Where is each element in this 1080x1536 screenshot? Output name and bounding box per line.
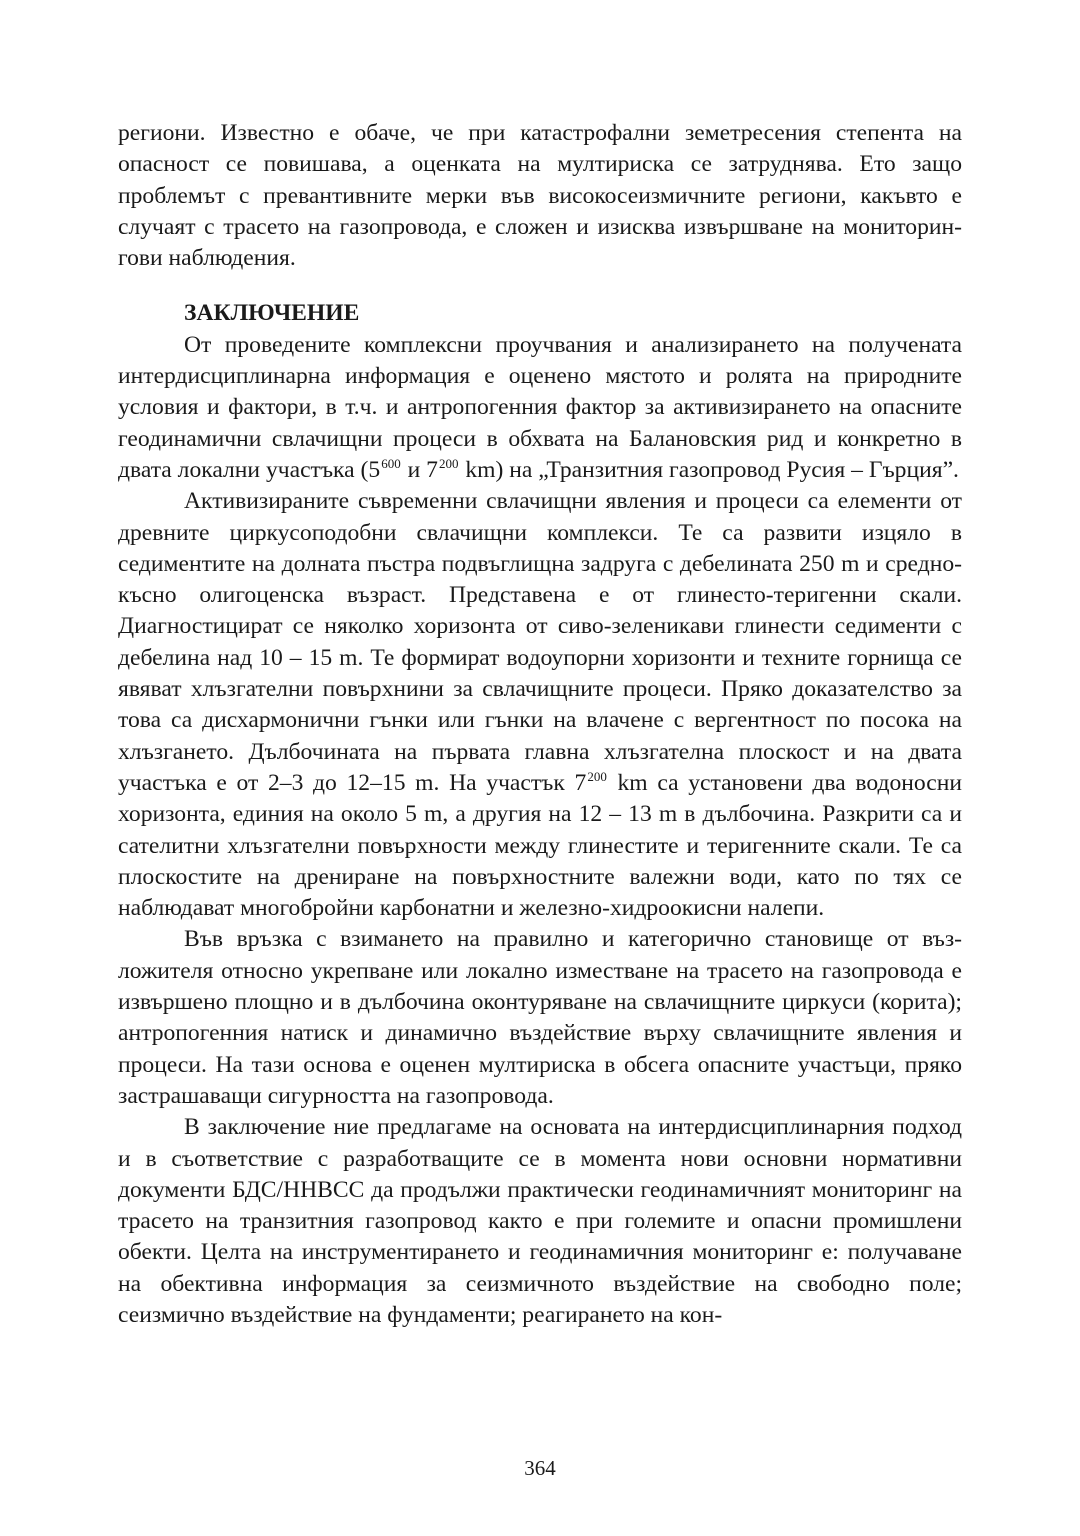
paragraph-text: km) на „Транзитния газопровод Русия – Гърция”.: [459, 456, 959, 483]
paragraph-text: и 7: [401, 456, 438, 483]
page-body: [118, 118, 962, 1448]
section-heading-conclusion: ЗАКЛЮЧЕНИЕ: [184, 300, 360, 327]
paragraph-text: От проведените комплексни проучвания и анализирането на получената интердисциплинарна информация е оценено мястото и ролята на природните условия и фактори, в т.ч. и антропогенния фактор за активизирането на опасните геодинамични свлачищни процеси в обхвата на Балановския рид и конкретно в двата локални участъка (5: [118, 331, 962, 483]
paragraph-conclusion-4: В заключение ние предлагаме на основата на интердисциплинарния подход и в съответствие с разработващите се в момента нови основни нормативни документи БДС/ННВСС да продължи практически геодинамичният мониторинг на трасето на транзитния газопровод както е при големите и опасни промишлени обекти. Целта на инструментирането и геодинамичния мониторинг е: получаване на обективна информация за сеизмичното въздействие на свободно поле; сеизмично въздействие на фундаменти; реагирането на кон-: [118, 1114, 962, 1328]
superscript-value: 200: [438, 455, 459, 471]
superscript-value: 200: [587, 768, 607, 784]
superscript-value: 600: [381, 455, 401, 471]
paragraph-conclusion-2: [118, 486, 962, 924]
paragraph-conclusion-1: [118, 330, 962, 486]
paragraph-text: km са установени два водоносни хоризонта, единия на около 5 m, а другия на 12 – 13 m в дълбочина. Разкрити са и сателитни хлъзгателни повърхности между глинестите и теригенните скали. Те са плоскостите на дрениране на повърхностните валежни води, като по тях се наблюдават многобройни карбонатни и железно-хидроокисни налепи.: [118, 769, 962, 922]
paragraph-text: Активизираните съвременни свлачищни явления и процеси са елементи от древните циркусоподобни свлачищни комплекси. Те са развити изцяло в седиментите на долната пъстра подвъглищна задруга с дебелината 250 m и средно-късно олигоценска възраст. Представена е от глинесто-теригенни скали. Диагностицират се няколко хоризонта от сиво-зеленикави глинести седименти с дебелина над 10 – 15 m. Те формират водоупорни хоризонти и техните горнища се явяват хлъзгателни повърхнини за свлачищните процеси. Пряко доказателство за това са дисхармонични гънки или гънки на влачене с вергентност по посока на хлъзгането. Дълбочината на първата главна хлъзгателна плоскост и на двата участъка е от 2–3 до 12–15 m. На участък 7: [118, 488, 962, 796]
paragraph-conclusion-3: Във връзка с взимането на правилно и категорично становище от възложителя относно укрепване или локално изместване на трасето на газопровода е извършено площно и в дълбочина оконтуряване на свлачищните циркуси (корита); антропогенния натиск и динамично въздействие върху свлачищните явления и процеси. На тази основа е оценен мултириска в обсега опасните участъци, пряко застрашаващи сигурността на газопровода.: [118, 926, 962, 1109]
page-number: 364: [524, 1456, 556, 1480]
paragraph-intro: региони. Известно е обаче, че при катастрофални земетресения степента на опасност се повишава, а оценката на мултириска се затруднява. Ето защо проблемът с превантивните мерки във високосеизмичните региони, какъвто е случаят с трасето на газопровода, е сложен и изисква извършване на мониторингови наблюдения.: [118, 120, 962, 272]
